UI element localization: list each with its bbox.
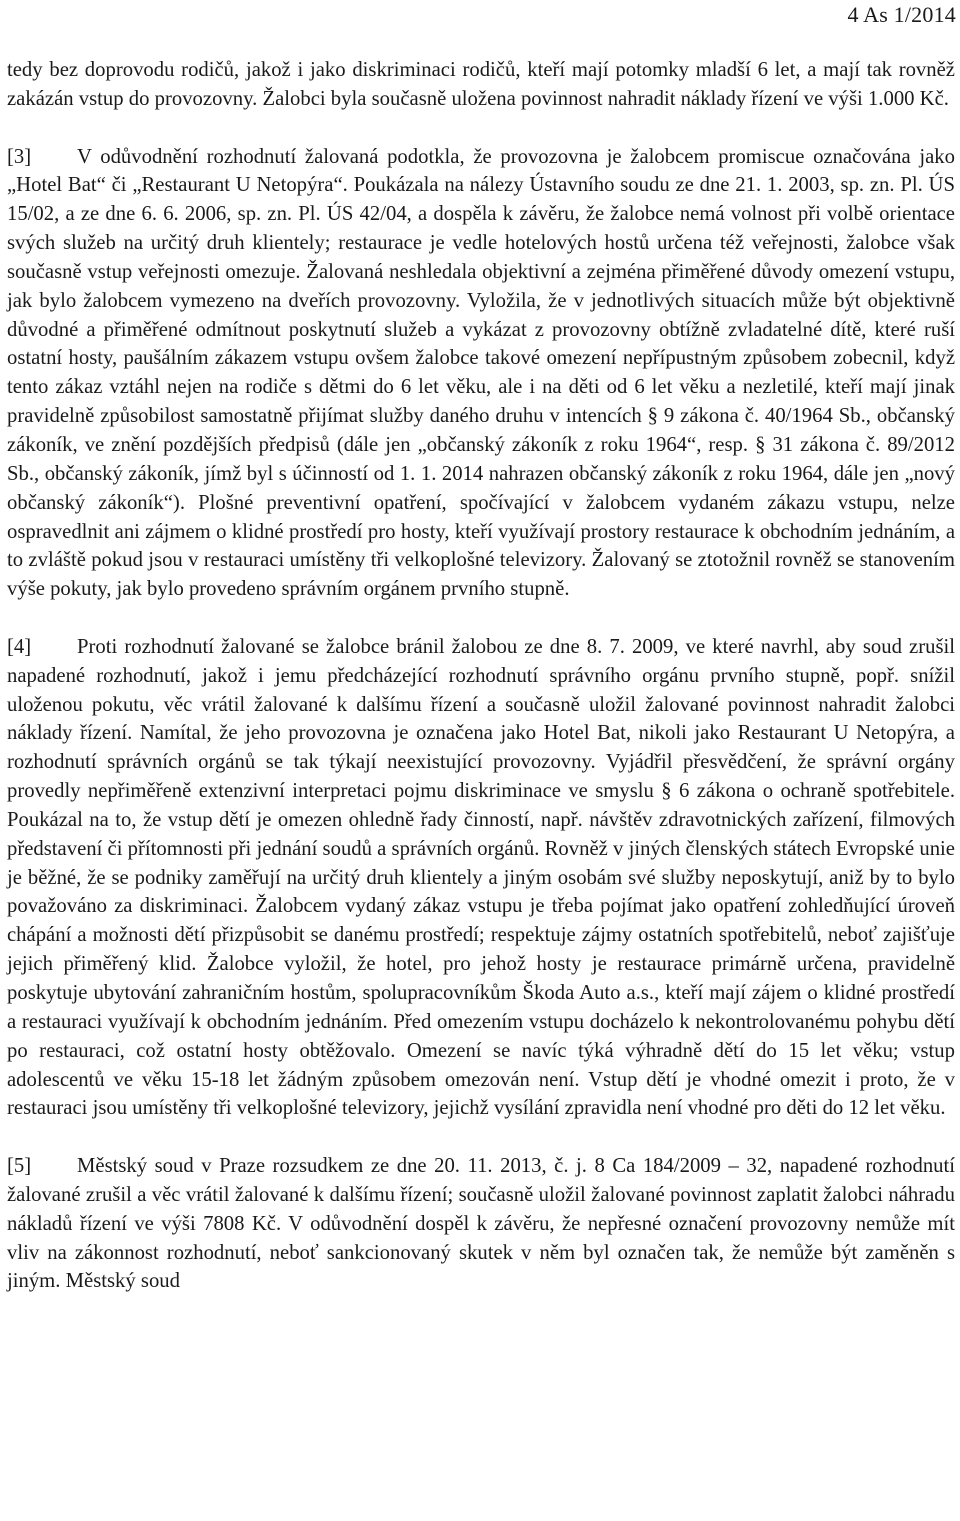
paragraph-number: [5] <box>7 1155 32 1178</box>
paragraph-text: tedy bez doprovodu rodičů, jakož i jako diskriminaci rodičů, kteří mají potomky mladší 6 let, a mají tak rovněž zakázán vstup do provozovny. Žalobci byla současně uložena povinnost nahradit náklady řízení ve výši 1.000 Kč. <box>7 59 955 110</box>
paragraph-continuation <box>7 56 955 114</box>
case-number-header: 4 As 1/2014 <box>847 2 956 27</box>
paragraph-number: [4] <box>7 635 32 658</box>
paragraph-5 <box>7 1152 955 1296</box>
paragraph-3 <box>7 143 955 605</box>
document-body <box>7 56 955 1296</box>
paragraph-number: [3] <box>7 145 32 168</box>
paragraph-4 <box>7 633 955 1123</box>
paragraph-text: V odůvodnění rozhodnutí žalovaná podotkla, že provozovna je žalobcem promiscue označována jako „Hotel Bat“ či „Restaurant U Netopýra“. Poukázala na nálezy Ústavního soudu ze dne 21. 1. 2003, sp. zn. Pl. ÚS 15/02, a ze dne 6. 6. 2006, sp. zn. Pl. ÚS 42/04, a dospěla k závěru, že žalobce nemá volnost při volbě orientace svých služeb na určitý druh klientely; restaurace je vedle hotelových hostů určena též veřejnosti, žalobce však současně vstup veřejnosti omezuje. Žalovaná neshledala objektivní a zejména přiměřené důvody omezení vstupu, jak bylo žalobcem vymezeno na dveřích provozovny. Vyložila, že v jednotlivých situacích může být objektivně důvodné a přiměřené odmítnout poskytnutí služeb a vykázat z provozovny obtížně zvladatelné dítě, které ruší ostatní hosty, paušálním zákazem vstupu ovšem žalobce takové omezení nepřípustným způsobem zobecnil, když tento zákaz vztáhl nejen na rodiče s dětmi do 6 let věku, ale i na děti od 6 let věku a nezletilé, kteří mají jinak pravidelně způsobilost samostatně přijímat služby daného druhu v intencích § 9 zákona č. 40/1964 Sb., občanský zákoník, ve znění pozdějších předpisů (dále jen „občanský zákoník z roku 1964“, resp. § 31 zákona č. 89/2012 Sb., občanský zákoník, jímž byl s účinností od 1. 1. 2014 nahrazen občanský zákoník z roku 1964, dále jen „nový občanský zákoník“). Plošné preventivní opatření, spočívající v žalobcem vydaném zákazu vstupu, nelze ospravedlnit ani zájmem o klidné prostředí pro hosty, kteří využívají prostory restaurace k obchodním jednáním, a to zvláště pokud jsou v restauraci umístěny tři velkoplošné televizory. Žalovaný se ztotožnil rovněž se stanovením výše pokuty, jak bylo provedeno správním orgánem prvního stupně. <box>7 145 955 601</box>
paragraph-text: Městský soud v Praze rozsudkem ze dne 20. 11. 2013, č. j. 8 Ca 184/2009 – 32, napadené rozhodnutí žalované zrušil a věc vrátil žalované k dalšímu řízení; současně uložil žalované povinnost zaplatit žalobci náhradu nákladů řízení ve výši 7808 Kč. V odůvodnění dospěl k závěru, že nepřesné označení provozovny nemůže mít vliv na zákonnost rozhodnutí, neboť sankcionovaný skutek v něm byl označen tak, že nemůže být zaměněn s jiným. Městský soud <box>7 1155 955 1293</box>
paragraph-text: Proti rozhodnutí žalované se žalobce bránil žalobou ze dne 8. 7. 2009, ve které navrhl, aby soud zrušil napadené rozhodnutí, jakož i jemu předcházející rozhodnutí správního orgánu prvního stupně, popř. snížil uloženou pokutu, věc vrátil žalované k dalšímu řízení a současně uložil žalované povinnost nahradit žalobci náklady řízení. Namítal, že jeho provozovna je označena jako Hotel Bat, nikoli jako Restaurant U Netopýra, a rozhodnutí správních orgánů se tak týkají neexistující provozovny. Vyjádřil přesvědčení, že správní orgány provedly nepřiměřeně extenzivní interpretaci pojmu diskriminace ve smyslu § 6 zákona o ochraně spotřebitele. Poukázal na to, že vstup dětí je omezen ohledně řady činností, např. návštěv zdravotnických zařízení, filmových představení či přítomnosti při jednání soudů a správních orgánů. Rovněž v jiných členských státech Evropské unie je běžné, že se podniky zaměřují na určitý druh klientely a jiným osobám své služby neposkytují, aniž by to bylo považováno za diskriminaci. Žalobcem vydaný zákaz vstupu je třeba pojímat jako opatření zohledňující úroveň chápání a možnosti dětí přizpůsobit se danému prostředí; respektuje zájmy ostatních spotřebitelů, neboť zajišťuje jejich přiměřený klid. Žalobce vyložil, že hotel, pro jehož hosty je restaurace primárně určena, pravidelně poskytuje ubytování zahraničním hostům, spolupracovníkům Škoda Auto a.s., kteří mají zájem o klidné prostředí a restauraci využívají k obchodním jednáním. Před omezením vstupu docházelo k nekontrolovanému pohybu dětí po restauraci, což ostatní hosty obtěžovalo. Omezení se navíc týká výhradně dětí do 15 let věku; vstup adolescentů ve věku 15-18 let žádným způsobem omezován není. Vstup dětí je vhodné omezit i proto, že v restauraci jsou umístěny tři velkoplošné televizory, jejichž vysílání zpravidla není vhodné pro děti do 12 let věku. <box>7 635 955 1120</box>
